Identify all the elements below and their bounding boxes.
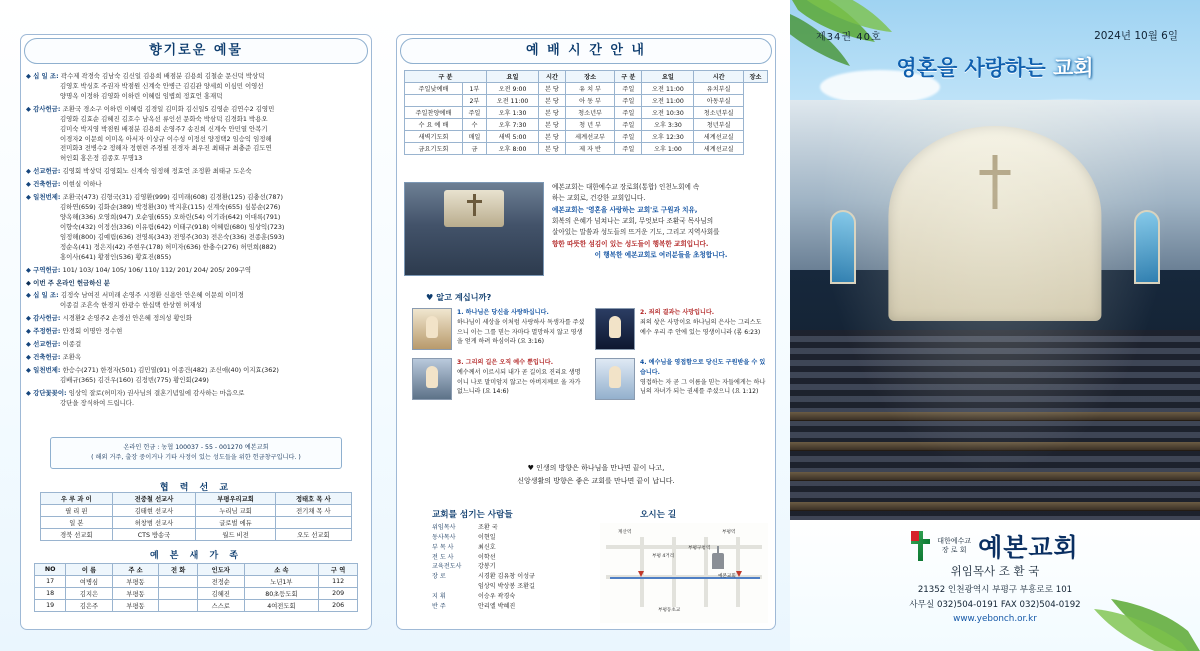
church-introduction	[552, 182, 770, 261]
table-row	[41, 505, 352, 517]
table-cell: CTS 방송국	[112, 529, 196, 541]
service-table-header-row	[405, 71, 768, 83]
know-item-title: 1. 하나님은 당신을 사랑하십니다.	[457, 309, 549, 316]
table-cell: 본 당	[539, 95, 566, 107]
table-cell: 80초등도회	[244, 588, 319, 600]
servant-role: 부 목 사	[432, 543, 454, 551]
know-item-body: 영접하는 자 곧 그 이름을 믿는 자들에게는 하나님의 자녀가 되는 권세를 주셨으니 (요 1:12)	[640, 378, 766, 396]
newfamily-table-header-row	[35, 564, 358, 576]
offering-names: 양옥해(336) 오영희(947) 오순열(655) 오하린(54) 이기라(642) 이대록(791)	[60, 212, 281, 221]
newfamily-table-header-cell: 구 역	[319, 564, 358, 576]
table-cell: 유 치 부	[565, 83, 614, 95]
cross-icon	[473, 194, 476, 216]
table-cell: 오전 11:00	[642, 95, 694, 107]
table-cell	[159, 600, 198, 612]
table-cell: 허창범 선교사	[112, 517, 196, 529]
table-cell: 209	[319, 588, 358, 600]
online-offering-names: 김정숙 남여진 서미래 손영주 시경환 신용안 안은혜 이문희 이미경	[60, 291, 244, 300]
offering-section-head: ◆ 감사헌금:	[26, 104, 63, 113]
table-cell: 경북 선교회	[41, 529, 113, 541]
table-cell: 19	[35, 600, 66, 612]
servant-role: 교육전도사	[432, 563, 462, 571]
table-cell: 노년1부	[244, 576, 319, 588]
know-footer-line1: ♥ 인생의 방향은 하나님을 만나면 끝이 나고,	[527, 464, 665, 472]
newfamily-table-header-cell: NO	[35, 564, 66, 576]
offerings-title: 향기로운 예물	[149, 43, 243, 58]
table-cell: 주일	[615, 83, 642, 95]
table-cell: 4여전도회	[244, 600, 319, 612]
table-cell: 부평동	[112, 600, 159, 612]
table-cell: 오전 9:00	[486, 83, 538, 95]
denomination-line1: 대한예수교	[937, 537, 972, 546]
table-cell: 주일	[615, 95, 642, 107]
servant-name: 강봉기	[478, 563, 496, 571]
table-cell: 본 당	[539, 83, 566, 95]
online-offering-section-head: ◆ 선교헌금:	[26, 340, 63, 349]
mission-table-header-cell: 우 루 과 이	[41, 493, 113, 505]
figure-shape	[426, 316, 438, 338]
know-item	[595, 358, 768, 400]
online-offering-section-head: ◆ 건축헌금:	[26, 353, 63, 362]
table-cell: 아동부실	[694, 95, 743, 107]
table-cell: 금	[462, 143, 486, 155]
map-label-1: 부평역	[722, 530, 736, 535]
cross-logo-accent	[911, 531, 919, 541]
table-cell: 주일찬양예배	[405, 107, 463, 119]
mission-table-header-cell: 정태호 목 사	[275, 493, 351, 505]
map-label-2: 부평 4거리	[652, 554, 675, 559]
servant-role: 반 주	[432, 602, 446, 610]
offering-names: 전미화3 전병수2 정해자 정현련 주경필 진경자 최우진 최태규 최충준 김도연	[60, 144, 272, 153]
newfamily-table	[34, 563, 358, 612]
table-cell: 유치부실	[694, 83, 743, 95]
pastor-name: 위임목사 조 환 국	[950, 564, 1040, 578]
map-label-3: 부평구청역	[688, 546, 711, 551]
online-giving-line1: 온라인 헌금 : 농협 100037 - 55 - 001270 예본교회	[123, 444, 269, 451]
know-item-title: 4. 예수님을 영접함으로 당신도 구원받을 수 있습니다.	[640, 359, 766, 376]
offering-names: 곽수제 곽경숙 김남숙 김신일 김용희 배점분 김용희 김철순 문신덕 박상덕	[60, 72, 265, 80]
table-row	[35, 576, 358, 588]
church-website: www.yebonch.or.kr	[953, 614, 1037, 624]
servants-title: 교회를 섬기는 사람들	[432, 510, 513, 520]
offerings-title-box	[24, 38, 368, 64]
offering-names: 임정해(800) 김예림(636) 전영록(343) 전영주(303) 전은숙(336) 전종훈(593)	[60, 232, 285, 241]
know-item-title: 2. 죄의 결과는 사망입니다.	[640, 309, 715, 316]
table-cell: 김지은	[66, 588, 113, 600]
know-item-illustration	[412, 358, 452, 400]
online-offering-section	[26, 366, 366, 386]
servant-role: 동사목사	[432, 533, 456, 541]
service-header-cell: 구 분	[405, 71, 487, 83]
table-cell: 주일	[615, 119, 642, 131]
newfamily-table	[34, 563, 358, 612]
cover-panel	[790, 0, 1200, 651]
service-header-cell: 구 분	[615, 71, 642, 83]
table-cell: 오후 1:30	[486, 107, 538, 119]
offering-names: 이경자2 이문희 이미옥 아서자 이상규 이수성 이정선 양정택2 임승익 임정해	[60, 134, 272, 143]
service-header-cell: 요일	[486, 71, 538, 83]
table-cell: 누리님 교회	[196, 505, 275, 517]
servant-role: 지 휘	[432, 593, 446, 601]
offering-section	[26, 72, 366, 102]
offering-names: 양명옥 이정하 김영화 이하린 이혜림 임볍희 정효언 홍재덕	[60, 91, 223, 100]
offering-section-head: ◆ 십 일 조:	[26, 72, 61, 80]
know-item-text	[457, 358, 585, 400]
table-cell: 글로벌 에듀	[196, 517, 275, 529]
servants-list	[432, 523, 592, 612]
sanctuary-photo-large	[790, 100, 1200, 525]
offering-names: 이현실 이하나	[62, 180, 102, 189]
table-cell	[159, 588, 198, 600]
map-title: 오시는 길	[640, 510, 677, 520]
table-row	[35, 588, 358, 600]
know-item-body: 하나님이 세상을 이처럼 사랑하사 독생자를 주셨으니 이는 그를 믿는 자마다 멸망하지 않고 영생을 얻게 하려 하심이라 (요 3:16)	[457, 318, 585, 346]
service-header-cell: 시간	[539, 71, 566, 83]
newfamily-table-header-cell: 주 소	[112, 564, 159, 576]
online-offering-section	[26, 291, 366, 311]
table-row	[35, 600, 358, 612]
table-cell: 스스로	[198, 600, 245, 612]
newfamily-table-header-cell: 이 름	[66, 564, 113, 576]
online-offering-names: 이종걸	[62, 340, 82, 349]
church-logo-row	[790, 528, 1200, 564]
service-header-cell: 요일	[642, 71, 694, 83]
church-address: 21352 인천광역시 부평구 부흥로로 101	[917, 585, 1073, 595]
map-marker-1	[638, 571, 644, 577]
table-cell: 일 본	[41, 517, 113, 529]
denomination-text	[937, 537, 971, 555]
table-cell: 오전 10:30	[642, 107, 694, 119]
intro-line: 살아있는 말씀과 성도들의 뜨거운 기도, 그리고 지역사회를	[552, 228, 720, 237]
online-offering-section-head: ◆ 강단꽃꽂이:	[26, 388, 69, 397]
table-row	[405, 143, 768, 155]
know-item-text	[457, 308, 585, 350]
mission-table-header-cell: 부평우리교회	[196, 493, 275, 505]
offering-names: 허인회 홍은정 김종호 무명13	[60, 154, 143, 163]
know-footer-line2: 신앙생활의 방향은 좋은 교회를 만나면 끝이 납니다.	[517, 477, 675, 486]
sanctuary-photo-small	[404, 182, 544, 276]
servant-name: 이승우 곽경숙	[478, 593, 516, 601]
online-offering-section	[26, 327, 366, 337]
know-footer-text	[424, 462, 768, 489]
table-cell: 제 자 반	[565, 143, 614, 155]
offering-names: 김미숙 박지영 박점원 배점분 김용희 손영주7 송진희 신계숙 안민열 안복기	[60, 124, 268, 133]
servant-row	[432, 553, 592, 563]
know-item-body: 예수께서 이르시되 내가 곧 길이요 진리요 생명이니 나로 말미암지 않고는 아버지께로 올 자가 없느니라 (요 14:6)	[457, 368, 581, 396]
table-cell: 청년부실	[694, 119, 743, 131]
mission-table	[40, 492, 352, 541]
table-cell: 매일	[462, 131, 486, 143]
location-map	[600, 523, 768, 623]
servant-row	[432, 533, 592, 543]
table-cell: 월드 비전	[196, 529, 275, 541]
table-cell	[275, 517, 351, 529]
table-cell: 본 당	[539, 143, 566, 155]
table-cell: 오후 8:00	[486, 143, 538, 155]
servant-row	[432, 592, 592, 602]
newfamily-title: 예 본 새 가 족	[149, 551, 242, 561]
know-item	[412, 358, 585, 400]
servant-name: 시경환 김유창 이성규	[478, 573, 535, 581]
servant-name: 임상익 박상봉 조환길	[478, 583, 535, 591]
table-row	[405, 131, 768, 143]
know-item-text	[640, 358, 768, 400]
table-row	[41, 529, 352, 541]
know-item	[412, 308, 585, 350]
online-offering-section	[26, 353, 366, 363]
table-cell: 본 당	[539, 131, 566, 143]
offering-section	[26, 193, 366, 262]
online-offering-names: 한승수(271) 한경자(501) 김민열(91) 이종건(482) 조신애(40) 이지효(362)	[62, 365, 279, 374]
table-cell: 오전 11:00	[642, 83, 694, 95]
table-cell: 세계선교부	[565, 131, 614, 143]
cover-headline-part1: 영혼을 사랑하는	[896, 56, 1046, 80]
table-cell: 김은주	[66, 600, 113, 612]
denomination-line2: 장 로 회	[941, 546, 967, 554]
offering-names: 조환국(473) 김형국(31) 김영환(999) 김미래(608) 김경환(125) 김충선(787)	[62, 193, 283, 202]
church-name: 예본교회	[978, 533, 1079, 562]
cover-headline-part2: 교회	[1053, 56, 1094, 80]
issue-date: 2024년 10월 6일	[1094, 30, 1178, 42]
church-marker-icon	[712, 553, 724, 569]
servant-row	[432, 543, 592, 553]
table-cell: 금요기도회	[405, 143, 463, 155]
table-cell: 청 년 부	[565, 119, 614, 131]
know-item-illustration	[412, 308, 452, 350]
intro-line: 향한 따뜻한 섬김이 있는 성도들이 행복한 교회입니다.	[552, 239, 709, 248]
intro-line: 예본교회는 대한예수교 장로회(통합) 인천노회에 속	[552, 183, 700, 191]
servant-row	[432, 582, 592, 592]
offerings-body	[26, 72, 366, 412]
figure-shape	[426, 366, 438, 388]
table-cell: 오후 12:30	[642, 131, 694, 143]
online-giving-line2: ( 해외 거주, 출장 중이거나 기타 사정이 있는 성도들을 위한 헌금창구입니다. )	[91, 453, 301, 461]
cover-headline	[790, 52, 1200, 82]
table-cell: 새벽 5:00	[486, 131, 538, 143]
thisweek-online-heading: ◆ 이번 주 온라인 헌금하신 분	[26, 278, 110, 287]
table-cell: 오도 선교회	[275, 529, 351, 541]
newfamily-table-header-cell: 소 속	[244, 564, 319, 576]
table-row	[41, 517, 352, 529]
servant-role: 장 로	[432, 573, 446, 581]
offering-names: 김하연(659) 김화순(389) 박정환(30) 박지훈(115) 신계숙(655) 심봉순(276)	[60, 203, 281, 212]
map-marker-2	[736, 571, 742, 577]
offerings-sections	[26, 72, 366, 409]
servant-name: 최신호	[478, 543, 496, 551]
table-cell: 206	[319, 600, 358, 612]
servant-row	[432, 523, 592, 533]
table-cell: 여병심	[66, 576, 113, 588]
table-cell: 본 당	[539, 107, 566, 119]
table-row	[405, 83, 768, 95]
know-item-title: 3. 그리의 길은 오직 예수 뿐입니다.	[457, 359, 554, 366]
online-offering-section-head: ◆ 십 일 조:	[26, 291, 61, 300]
intro-line: 하는 교회로, 건강한 교회입니다.	[552, 194, 646, 203]
know-item	[595, 308, 768, 350]
offering-names: 이향숙(432) 이정선(336) 이유림(642) 이태구(918) 이혜림(680) 임상익(723)	[60, 222, 285, 231]
table-cell: 주일	[462, 107, 486, 119]
know-item-text	[640, 308, 768, 350]
table-cell: 부평동	[112, 576, 159, 588]
table-cell: 부평동	[112, 588, 159, 600]
service-schedule-table	[404, 70, 768, 155]
table-cell	[159, 576, 198, 588]
figure-shape	[609, 316, 621, 338]
online-offering-section-head: ◆ 감사헌금:	[26, 314, 63, 323]
volume-number: 제34권 40호	[816, 32, 882, 43]
know-item-illustration	[595, 308, 635, 350]
online-offering-names: 안경회 이명안 정수현	[62, 327, 123, 336]
mission-table	[40, 492, 352, 541]
servant-name: 이학선	[478, 553, 496, 561]
leaf-decoration-icon	[790, 0, 930, 100]
online-offering-section	[26, 314, 366, 324]
online-giving-box	[50, 437, 342, 469]
online-offering-section	[26, 389, 366, 409]
service-header-cell: 장소	[743, 71, 767, 83]
offering-names: 조환국 경소구 이하린 이혜림 김경일 김미화 김신일5 김영순 김연수2 김영민	[62, 104, 275, 113]
offering-section	[26, 266, 366, 276]
table-cell: 오후 3:30	[642, 119, 694, 131]
service-title: 예 배 시 간 안 내	[526, 43, 646, 58]
servant-row	[432, 602, 592, 612]
table-cell: 수 요 예 배	[405, 119, 463, 131]
offering-names: 김영화 김효순 김혜진 김호수 남옥선 류인선 문화숙 박삼덕 김경화1 박용오	[60, 114, 268, 123]
offering-section-head: ◆ 구역헌금:	[26, 265, 63, 274]
table-cell: 오후 1:00	[642, 143, 694, 155]
offering-names: 김영호 박싱호 주권자 박점원 신계숙 안병근 김김관 양세희 이심민 이영선	[60, 81, 264, 90]
table-cell: 김혜진	[198, 588, 245, 600]
servant-name: 안리엘 박혜진	[478, 602, 516, 610]
mission-table-header-cell: 전중철 선교사	[112, 493, 196, 505]
table-cell: 새벽기도회	[405, 131, 463, 143]
newfamily-table-header-cell: 전 화	[159, 564, 198, 576]
table-cell: 1부	[462, 83, 486, 95]
offering-section	[26, 167, 366, 177]
know-item-body: 죄의 삯은 사망이요 하나님의 은사는 그리스도 예수 우리 주 안에 있는 영생이니라 (롬 6:23)	[640, 318, 762, 336]
mission-table-header-row	[41, 493, 352, 505]
table-cell: 본 당	[539, 119, 566, 131]
figure-shape	[609, 366, 621, 388]
know-item-illustration	[595, 358, 635, 400]
cross-logo-icon	[911, 531, 930, 561]
table-cell: 17	[35, 576, 66, 588]
map-label-4: 예본교회	[718, 574, 736, 579]
online-offering-section	[26, 340, 366, 350]
table-cell: 전기채 목 사	[275, 505, 351, 517]
table-cell: 청소년부실	[694, 107, 743, 119]
mission-title: 협 력 선 교	[159, 483, 233, 493]
know-section-heading: ♥ 알고 계십니까?	[426, 292, 492, 302]
offering-section-head: ◆ 건축헌금:	[26, 180, 63, 189]
know-items-grid	[412, 308, 768, 400]
table-cell: 오후 7:30	[486, 119, 538, 131]
service-table	[404, 70, 768, 155]
church-phone: 사무실 032)504-0191 FAX 032)504-0192	[909, 600, 1081, 610]
table-cell: 2부	[462, 95, 486, 107]
table-cell: 오전 11:00	[486, 95, 538, 107]
table-cell: 세계선교실	[694, 143, 743, 155]
online-offering-section-head: ◆ 주정헌금:	[26, 327, 63, 336]
servant-row	[432, 562, 592, 572]
table-row	[405, 95, 768, 107]
servant-role: 위임목사	[432, 524, 456, 531]
online-offering-names: 강단을 장식하여 드립니다.	[60, 398, 135, 407]
offering-names: 김영회 박상덕 김영회노 신계숙 임정해 정효언 조정환 최태규 도은숙	[62, 167, 252, 176]
table-cell: 주일	[615, 143, 642, 155]
table-cell: 청소년부	[565, 107, 614, 119]
table-row	[405, 107, 768, 119]
servant-name: 이현일	[478, 533, 496, 541]
online-offering-names: 김배규(365) 김건우(160) 김정빈(775) 황인회(249)	[60, 375, 209, 384]
online-offering-names: 조환옥	[62, 353, 82, 362]
table-cell: 필 리 핀	[41, 505, 113, 517]
table-cell: 주일낮예배	[405, 83, 463, 95]
offering-section-head: ◆ 선교헌금:	[26, 167, 63, 176]
offering-section	[26, 105, 366, 165]
offering-names: 정순옥(41) 정은지(42) 주현우(178) 허미자(636) 한충수(276) 허민희(882)	[60, 242, 277, 251]
online-offering-names: 시경환2 손영주2 손경선 안은혜 정의성 황인화	[62, 314, 193, 323]
service-title-box	[400, 38, 772, 64]
map-label-0: 계산역	[618, 530, 632, 535]
table-cell: 전정순	[198, 576, 245, 588]
pews-shape	[405, 227, 543, 275]
intro-line: 예본교회는 '영혼을 사랑하는 교회'로 구원과 치유,	[552, 205, 698, 214]
service-header-cell: 시간	[694, 71, 743, 83]
offering-names: 홍이사(641) 황점인(536) 황효진(855)	[60, 252, 172, 261]
servant-name: 조환 국	[478, 524, 498, 531]
newfamily-table-header-cell: 인도자	[198, 564, 245, 576]
offering-section-head: ◆ 일천번제:	[26, 193, 63, 202]
offering-names: 101/ 103/ 104/ 105/ 106/ 110/ 112/ 201/ 204/ 205/ 209구역	[62, 265, 251, 274]
intro-line: 이 행복한 예본교회로 여러분들을 초청합니다.	[594, 250, 728, 259]
table-cell: 아 동 부	[565, 95, 614, 107]
map-subway-line	[610, 577, 760, 579]
table-row	[405, 119, 768, 131]
servant-role	[432, 582, 478, 592]
table-cell	[405, 95, 463, 107]
table-cell: 112	[319, 576, 358, 588]
table-cell: 18	[35, 588, 66, 600]
table-cell: 세계선교실	[694, 131, 743, 143]
table-cell: 주일	[615, 107, 642, 119]
table-cell: 주일	[615, 131, 642, 143]
service-header-cell: 장소	[565, 71, 614, 83]
offering-section	[26, 180, 366, 190]
map-label-5: 부평동초교	[658, 608, 681, 613]
map-road-v2	[672, 537, 676, 607]
intro-line: 회복의 은혜가 넘쳐나는 교회, 무엇보다 조환국 목사님의	[552, 216, 714, 225]
table-cell: 김태현 선교사	[112, 505, 196, 517]
table-cell: 수	[462, 119, 486, 131]
servant-row	[432, 572, 592, 582]
online-offering-section-head: ◆ 일천번제:	[26, 365, 63, 374]
online-offering-names: 이종걸 조흔숙 한경지 한광수 한십택 한상현 허재성	[60, 301, 202, 310]
light-glow	[790, 100, 1200, 525]
servant-role: 전 도 사	[432, 553, 454, 561]
online-offering-names: 임상익 잘로(허미자) 권사님의 결혼기념일에 감사하는 마음으로	[68, 388, 245, 397]
